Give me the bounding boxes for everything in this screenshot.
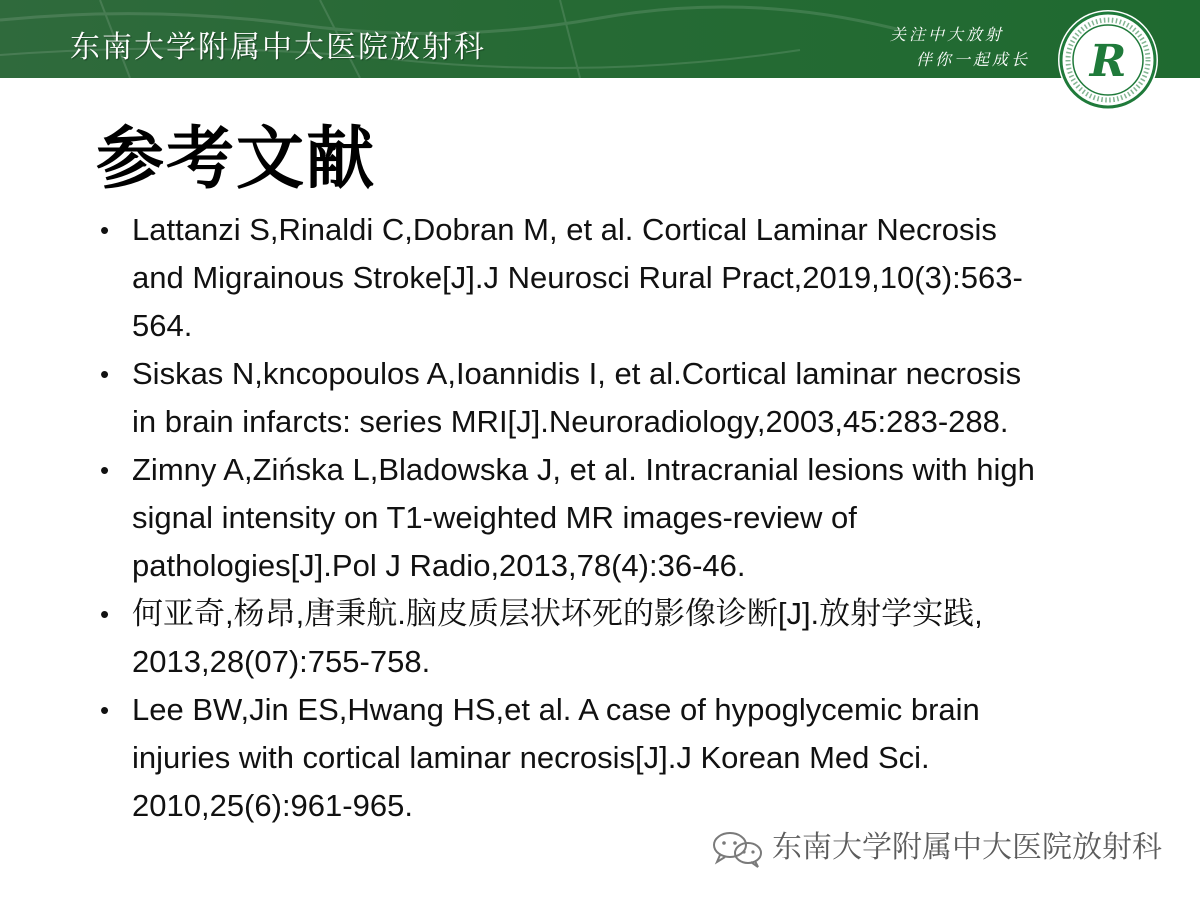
- logo-letter: R: [1089, 36, 1127, 87]
- header-title: 东南大学附属中大医院放射科: [70, 30, 486, 65]
- reference-line: Siskas N,kncopoulos A,Ioannidis I, et al.Cortical laminar necrosis: [132, 356, 1022, 391]
- reference-line: and Migrainous Stroke[J].J Neurosci Rural Pract,2019,10(3):563-: [132, 260, 1023, 295]
- reference-line: Zimny A,Zińska L,Bladowska J, et al. Intracranial lesions with high: [132, 452, 1035, 487]
- reference-line: Lattanzi S,Rinaldi C,Dobran M, et al. Cortical Laminar Necrosis: [132, 212, 997, 247]
- header-slogan-line1: 关注中大放射: [890, 25, 1005, 44]
- header-banner: [0, 0, 1200, 78]
- reference-line: pathologies[J].Pol J Radio,2013,78(4):36-46.: [132, 548, 746, 583]
- page-title: 参考文献: [96, 120, 377, 199]
- reference-item: [100, 206, 1130, 350]
- header-slogan-line2: 伴你一起成长: [916, 50, 1031, 69]
- bullet-icon: •: [100, 599, 110, 629]
- watermark-text: 东南大学附属中大医院放射科: [772, 830, 1162, 865]
- hospital-emblem-icon: [1056, 8, 1160, 112]
- reference-line: 2010,25(6):961-965.: [132, 788, 413, 823]
- reference-item: [100, 590, 1130, 686]
- wechat-icon: [710, 829, 766, 869]
- reference-item: [100, 686, 1130, 830]
- reference-line: injuries with cortical laminar necrosis[J].J Korean Med Sci.: [132, 740, 930, 775]
- reference-line: Lee BW,Jin ES,Hwang HS,et al. A case of hypoglycemic brain: [132, 692, 980, 727]
- reference-list: [100, 206, 1130, 830]
- reference-line: 564.: [132, 308, 193, 343]
- wechat-watermark: [710, 826, 1162, 870]
- bullet-icon: •: [100, 215, 110, 245]
- reference-line: 2013,28(07):755-758.: [132, 644, 431, 679]
- reference-item: [100, 350, 1130, 446]
- reference-item: [100, 446, 1130, 590]
- reference-line: in brain infarcts: series MRI[J].Neuroradiology,2003,45:283-288.: [132, 404, 1009, 439]
- reference-line: 何亚奇,杨昂,唐秉航.脑皮质层状坏死的影像诊断[J].放射学实践,: [132, 596, 983, 631]
- bullet-icon: •: [100, 455, 110, 485]
- bullet-icon: •: [100, 359, 110, 389]
- bullet-icon: •: [100, 695, 110, 725]
- reference-line: signal intensity on T1-weighted MR images-review of: [132, 500, 857, 535]
